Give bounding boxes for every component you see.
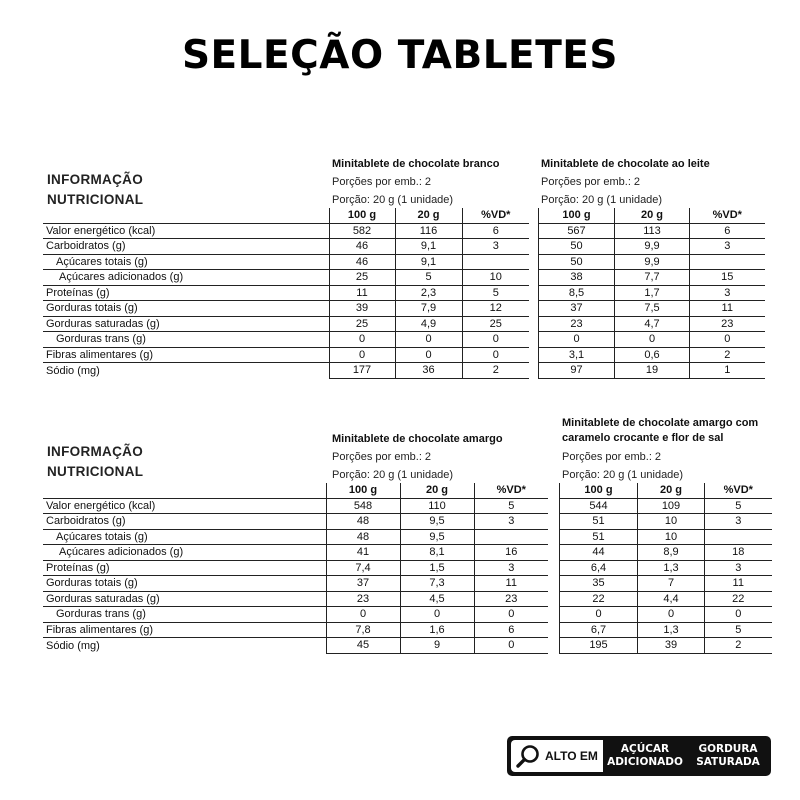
nutrient-value <box>705 529 772 545</box>
table-row <box>560 591 772 607</box>
nutrient-value: 45 <box>326 638 400 654</box>
table-header-row <box>539 208 765 223</box>
column-header: 100 g <box>560 483 638 498</box>
nutrient-value: 0 <box>705 607 772 623</box>
nutrient-value: 46 <box>329 254 395 270</box>
nutrient-value: 39 <box>329 301 395 317</box>
table-row <box>43 316 529 332</box>
nutrient-value: 9 <box>400 638 474 654</box>
nutrient-value: 8,1 <box>400 545 474 561</box>
nutrient-value: 0 <box>395 332 462 348</box>
section-label-top <box>47 170 143 210</box>
nutrient-value: 48 <box>326 514 400 530</box>
nutrient-value: 15 <box>690 270 765 286</box>
product-name-caramel-line-2: caramelo crocante e flor de sal <box>562 432 724 444</box>
table-row <box>43 347 529 363</box>
magnifier-icon <box>515 743 541 769</box>
nutrient-value: 4,5 <box>400 591 474 607</box>
table-row <box>560 638 772 654</box>
product-portion-dark: Porção: 20 g (1 unidade) <box>332 469 454 481</box>
warning-saturated-fat-line-2: SATURADA <box>696 756 760 768</box>
nutrient-value: 11 <box>690 301 765 317</box>
nutrient-value: 3 <box>690 239 765 255</box>
nutrient-value: 44 <box>560 545 638 561</box>
section-label-line-1: INFORMAÇÃO <box>47 444 143 459</box>
nutrient-label: Gorduras saturadas (g) <box>43 316 329 332</box>
product-servings-dark: Porções por emb.: 2 <box>332 451 432 463</box>
column-header: %VD* <box>705 483 772 498</box>
table-row <box>43 607 548 623</box>
table-row <box>43 576 548 592</box>
nutrient-value <box>474 529 548 545</box>
table-header-row <box>43 208 529 223</box>
nutrient-value: 0,6 <box>615 347 690 363</box>
nutrient-value: 1,3 <box>638 622 705 638</box>
nutrient-label: Sódio (mg) <box>46 364 100 377</box>
nutrient-label: Carboidratos (g) <box>43 239 329 255</box>
nutrient-value: 51 <box>560 529 638 545</box>
section-label-line-2: NUTRICIONAL <box>47 464 144 479</box>
nutrient-value: 4,9 <box>395 316 462 332</box>
nutrient-value: 16 <box>474 545 548 561</box>
nutrient-value: 2,3 <box>395 285 462 301</box>
nutrient-value: 3 <box>690 285 765 301</box>
nutrient-value: 8,5 <box>539 285 615 301</box>
warning-alto-em <box>511 740 603 772</box>
nutrient-value: 9,1 <box>395 239 462 255</box>
nutrient-value: 0 <box>474 638 548 654</box>
nutrient-value: 0 <box>326 607 400 623</box>
nutrient-value: 25 <box>462 316 529 332</box>
table-row <box>43 239 529 255</box>
nutrient-value: 18 <box>705 545 772 561</box>
nutrient-value: 3,1 <box>539 347 615 363</box>
nutrient-value: 7,8 <box>326 622 400 638</box>
table-row <box>539 363 765 379</box>
warning-saturated-fat <box>689 740 767 772</box>
nutrient-value: 50 <box>539 254 615 270</box>
nutrient-value: 3 <box>474 560 548 576</box>
nutrient-value: 2 <box>690 347 765 363</box>
nutrient-value: 22 <box>560 591 638 607</box>
nutrient-value: 0 <box>400 607 474 623</box>
nutrient-value: 0 <box>474 607 548 623</box>
nutrient-value: 7 <box>638 576 705 592</box>
table-row <box>539 270 765 286</box>
table-row <box>560 607 772 623</box>
nutrient-value: 46 <box>329 239 395 255</box>
nutrient-value: 23 <box>326 591 400 607</box>
table-row <box>539 301 765 317</box>
nutrient-value: 35 <box>560 576 638 592</box>
product-name-dark: Minitablete de chocolate amargo <box>332 433 503 445</box>
nutrient-value: 97 <box>539 363 615 379</box>
table-row <box>43 560 548 576</box>
product-name-milk: Minitablete de chocolate ao leite <box>541 158 710 170</box>
front-label-warning <box>507 736 771 776</box>
nutrient-value: 3 <box>705 514 772 530</box>
nutrient-value: 9,5 <box>400 514 474 530</box>
table-row <box>43 545 548 561</box>
nutrient-value: 11 <box>705 576 772 592</box>
column-header: 20 g <box>395 208 462 223</box>
nutrient-value: 51 <box>560 514 638 530</box>
nutrient-value: 9,1 <box>395 254 462 270</box>
product-servings-caramel: Porções por emb.: 2 <box>562 451 662 463</box>
product-name-caramel <box>562 416 758 446</box>
table-row <box>43 638 548 654</box>
nutrient-value: 41 <box>326 545 400 561</box>
table-row <box>539 347 765 363</box>
header-empty-cell <box>43 483 326 498</box>
nutrient-value: 5 <box>705 498 772 514</box>
warning-added-sugar-line-1: AÇÚCAR <box>620 743 670 755</box>
table-row <box>560 529 772 545</box>
nutrient-value: 110 <box>400 498 474 514</box>
table-row <box>560 622 772 638</box>
nutrient-value <box>690 254 765 270</box>
nutrient-value: 5 <box>462 285 529 301</box>
nutrient-value: 7,4 <box>326 560 400 576</box>
nutrient-value: 22 <box>705 591 772 607</box>
nutrient-label: Gorduras totais (g) <box>43 576 326 592</box>
nutrient-value: 9,9 <box>615 254 690 270</box>
table-row <box>539 223 765 239</box>
table-row <box>539 332 765 348</box>
nutrient-value: 4,4 <box>638 591 705 607</box>
table-row <box>539 316 765 332</box>
nutrient-value: 10 <box>638 529 705 545</box>
nutrient-value: 3 <box>474 514 548 530</box>
nutrient-value: 0 <box>329 332 395 348</box>
warning-saturated-fat-line-1: GORDURA <box>698 743 758 755</box>
nutrient-value: 37 <box>539 301 615 317</box>
column-header: %VD* <box>462 208 529 223</box>
nutrient-label: Carboidratos (g) <box>43 514 326 530</box>
column-header: 20 g <box>400 483 474 498</box>
nutrient-value: 1,6 <box>400 622 474 638</box>
product-name-white: Minitablete de chocolate branco <box>332 158 500 170</box>
nutrient-value: 11 <box>329 285 395 301</box>
nutrient-value: 7,3 <box>400 576 474 592</box>
nutrient-value: 25 <box>329 270 395 286</box>
nutrient-value: 7,5 <box>615 301 690 317</box>
nutrient-value: 6,7 <box>560 622 638 638</box>
nutrient-value: 5 <box>705 622 772 638</box>
nutrient-value: 116 <box>395 223 462 239</box>
nutrient-label: Valor energético (kcal) <box>43 223 329 239</box>
table-row <box>43 514 548 530</box>
product-name-caramel-line-1: Minitablete de chocolate amargo com <box>562 417 759 429</box>
nutrient-value: 0 <box>462 347 529 363</box>
header-empty-cell <box>43 208 329 223</box>
nutrient-value: 36 <box>395 363 462 379</box>
column-header: 20 g <box>638 483 705 498</box>
nutrient-label: Gorduras trans (g) <box>43 332 329 348</box>
nutrient-value: 9,9 <box>615 239 690 255</box>
alto-em-label: ALTO EM <box>545 749 598 763</box>
section-label-bottom <box>47 442 143 482</box>
nutrient-value: 5 <box>474 498 548 514</box>
nutrient-label: Gorduras saturadas (g) <box>43 591 326 607</box>
nutrient-value: 0 <box>690 332 765 348</box>
nutrient-label: Fibras alimentares (g) <box>43 347 329 363</box>
nutrient-value: 0 <box>638 607 705 623</box>
nutrient-value: 6,4 <box>560 560 638 576</box>
table-row <box>43 285 529 301</box>
nutrient-value: 5 <box>395 270 462 286</box>
nutrient-label: Fibras alimentares (g) <box>43 622 326 638</box>
nutrient-value: 6 <box>462 223 529 239</box>
nutrient-value: 23 <box>474 591 548 607</box>
nutrient-value: 48 <box>326 529 400 545</box>
nutrient-value: 9,5 <box>400 529 474 545</box>
nutrient-value: 23 <box>690 316 765 332</box>
nutrient-value: 12 <box>462 301 529 317</box>
nutrient-value: 37 <box>326 576 400 592</box>
nutrient-value: 109 <box>638 498 705 514</box>
product-servings-white: Porções por emb.: 2 <box>332 176 432 188</box>
nutrient-value: 0 <box>615 332 690 348</box>
nutrient-label: Proteínas (g) <box>43 285 329 301</box>
nutrition-table-top-right <box>538 208 765 379</box>
nutrient-value: 11 <box>474 576 548 592</box>
nutrient-value: 567 <box>539 223 615 239</box>
nutrient-value: 1,5 <box>400 560 474 576</box>
nutrient-value: 544 <box>560 498 638 514</box>
nutrient-value: 2 <box>462 363 529 379</box>
nutrient-value: 548 <box>326 498 400 514</box>
nutrient-label: Gorduras totais (g) <box>43 301 329 317</box>
table-row <box>43 270 529 286</box>
table-row <box>560 560 772 576</box>
nutrient-value: 1 <box>690 363 765 379</box>
table-row <box>560 498 772 514</box>
table-row <box>43 223 529 239</box>
nutrient-label: Açúcares adicionados (g) <box>43 270 329 286</box>
section-label-line-1: INFORMAÇÃO <box>47 172 143 187</box>
nutrition-table-top <box>43 208 529 379</box>
table-row <box>539 254 765 270</box>
column-header: 100 g <box>329 208 395 223</box>
table-row <box>43 591 548 607</box>
nutrient-value: 4,7 <box>615 316 690 332</box>
product-portion-caramel: Porção: 20 g (1 unidade) <box>562 469 684 481</box>
table-row <box>43 498 548 514</box>
table-row <box>43 622 548 638</box>
product-portion-white: Porção: 20 g (1 unidade) <box>332 194 454 206</box>
section-label-line-2: NUTRICIONAL <box>47 192 144 207</box>
nutrient-value: 1,7 <box>615 285 690 301</box>
nutrient-value: 3 <box>705 560 772 576</box>
table-row <box>560 545 772 561</box>
table-row <box>560 514 772 530</box>
nutrient-label: Gorduras trans (g) <box>43 607 326 623</box>
nutrient-value: 0 <box>329 347 395 363</box>
nutrient-value: 6 <box>690 223 765 239</box>
nutrient-value: 38 <box>539 270 615 286</box>
nutrient-value: 8,9 <box>638 545 705 561</box>
nutrient-value: 23 <box>539 316 615 332</box>
table-row <box>560 576 772 592</box>
warning-added-sugar <box>605 740 685 772</box>
table-header-row <box>560 483 772 498</box>
nutrient-value: 177 <box>329 363 395 379</box>
nutrient-label: Valor energético (kcal) <box>43 498 326 514</box>
nutrient-label: Açúcares totais (g) <box>43 529 326 545</box>
nutrition-table-bottom-right <box>559 483 772 654</box>
nutrient-value: 0 <box>462 332 529 348</box>
nutrient-label: Açúcares totais (g) <box>43 254 329 270</box>
nutrient-value: 0 <box>539 332 615 348</box>
nutrient-value: 7,9 <box>395 301 462 317</box>
column-header: %VD* <box>690 208 765 223</box>
nutrient-value: 0 <box>395 347 462 363</box>
page-title: SELEÇÃO TABLETES <box>181 33 619 78</box>
nutrient-value: 2 <box>705 638 772 654</box>
nutrient-value: 195 <box>560 638 638 654</box>
nutrient-value: 0 <box>560 607 638 623</box>
nutrient-value: 582 <box>329 223 395 239</box>
table-row <box>43 529 548 545</box>
nutrient-value: 7,7 <box>615 270 690 286</box>
nutrient-value: 19 <box>615 363 690 379</box>
nutrient-value: 10 <box>638 514 705 530</box>
nutrient-value <box>462 254 529 270</box>
product-portion-milk: Porção: 20 g (1 unidade) <box>541 194 663 206</box>
product-servings-milk: Porções por emb.: 2 <box>541 176 641 188</box>
nutrient-label: Proteínas (g) <box>43 560 326 576</box>
nutrient-value: 1,3 <box>638 560 705 576</box>
nutrient-value: 6 <box>474 622 548 638</box>
nutrition-table-bottom <box>43 483 548 654</box>
column-header: 100 g <box>539 208 615 223</box>
table-row <box>43 332 529 348</box>
nutrient-value: 3 <box>462 239 529 255</box>
table-row <box>539 239 765 255</box>
column-header: 20 g <box>615 208 690 223</box>
table-row <box>43 301 529 317</box>
nutrient-label: Sódio (mg) <box>46 639 100 652</box>
nutrient-value: 39 <box>638 638 705 654</box>
nutrient-value: 113 <box>615 223 690 239</box>
nutrient-value: 10 <box>462 270 529 286</box>
table-row <box>43 254 529 270</box>
table-row <box>43 363 529 379</box>
table-row <box>539 285 765 301</box>
warning-added-sugar-line-2: ADICIONADO <box>607 756 683 768</box>
column-header: %VD* <box>474 483 548 498</box>
table-header-row <box>43 483 548 498</box>
nutrient-value: 50 <box>539 239 615 255</box>
nutrient-value: 25 <box>329 316 395 332</box>
nutrient-label: Açúcares adicionados (g) <box>43 545 326 561</box>
column-header: 100 g <box>326 483 400 498</box>
